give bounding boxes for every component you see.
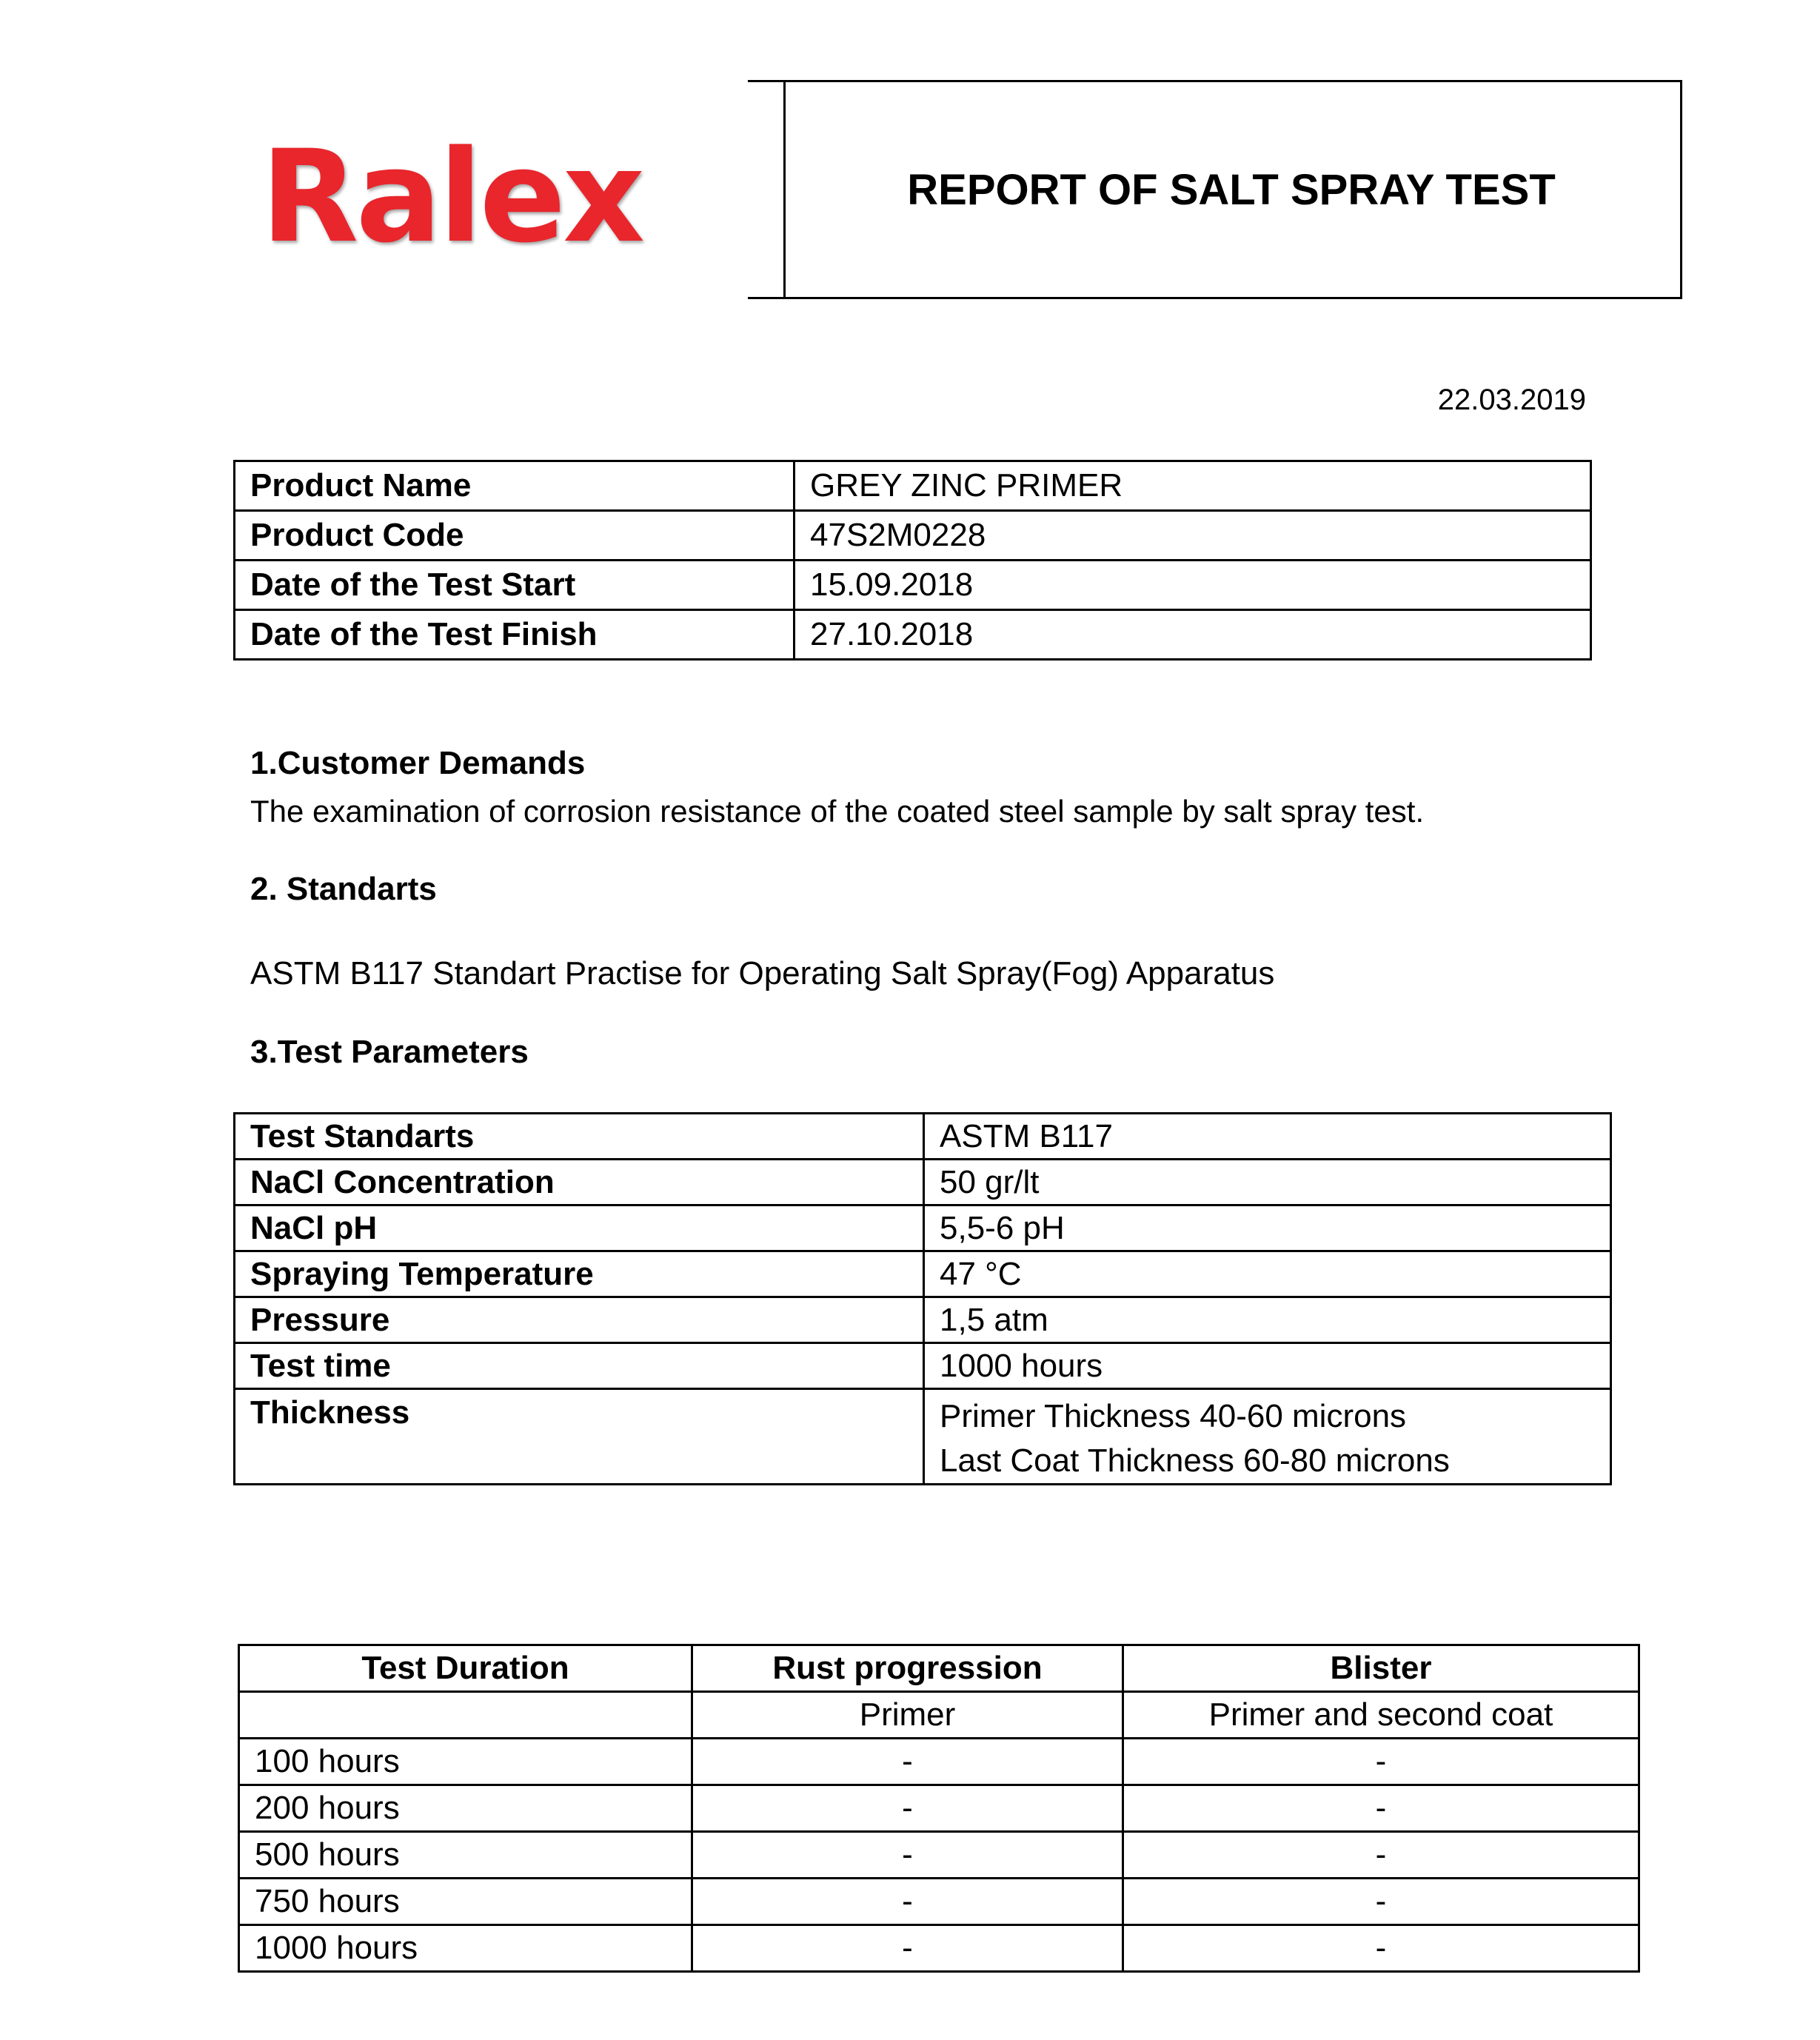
duration-cell: 200 hours [239, 1785, 692, 1832]
param-label: Thickness [235, 1389, 924, 1485]
table-row [235, 511, 1591, 561]
blister-cell: - [1123, 1739, 1639, 1785]
title-box-stub [748, 297, 785, 299]
table-row [235, 1114, 1611, 1160]
table-row [235, 1389, 1611, 1485]
table-row [239, 1879, 1639, 1925]
blister-cell: - [1123, 1832, 1639, 1879]
report-date: 22.03.2019 [1437, 384, 1586, 416]
customer-demands-heading: 1.Customer Demands [250, 745, 586, 781]
blister-cell: - [1123, 1879, 1639, 1925]
param-value: 1,5 atm [924, 1297, 1611, 1343]
table-row [239, 1832, 1639, 1879]
table-header-row [239, 1645, 1639, 1692]
column-header: Rust progression [692, 1645, 1123, 1692]
param-value-multiline [924, 1389, 1611, 1485]
param-value: ASTM B117 [924, 1114, 1611, 1160]
param-value: 1000 hours [924, 1343, 1611, 1389]
table-row [235, 1343, 1611, 1389]
param-label: NaCl Concentration [235, 1160, 924, 1205]
rust-cell: - [692, 1739, 1123, 1785]
duration-cell: 500 hours [239, 1832, 692, 1879]
table-row [235, 1297, 1611, 1343]
rust-cell: - [692, 1879, 1123, 1925]
table-row [235, 461, 1591, 511]
standards-text: ASTM B117 Standart Practise for Operating Salt Spray(Fog) Apparatus [250, 955, 1275, 991]
report-title: REPORT OF SALT SPRAY TEST [907, 165, 1556, 214]
product-code-value: 47S2M0228 [794, 511, 1591, 561]
test-finish-label: Date of the Test Finish [235, 610, 794, 660]
product-info-table [233, 460, 1592, 661]
param-label: Spraying Temperature [235, 1251, 924, 1297]
rust-cell: - [692, 1925, 1123, 1972]
param-label: Test Standarts [235, 1114, 924, 1160]
table-row [239, 1785, 1639, 1832]
test-parameters-table [233, 1112, 1612, 1485]
ralex-logo: Ralex [261, 122, 643, 271]
product-name-label: Product Name [235, 461, 794, 511]
param-label: Test time [235, 1343, 924, 1389]
primer-thickness-value: Primer Thickness 40-60 microns [940, 1398, 1407, 1434]
param-value: 50 gr/lt [924, 1160, 1611, 1205]
table-row [239, 1925, 1639, 1972]
test-start-value: 15.09.2018 [794, 561, 1591, 610]
table-row [235, 610, 1591, 660]
column-header: Test Duration [239, 1645, 692, 1692]
last-coat-thickness-value: Last Coat Thickness 60-80 microns [940, 1442, 1450, 1479]
param-label: Pressure [235, 1297, 924, 1343]
param-value: 5,5-6 pH [924, 1205, 1611, 1251]
product-name-value: GREY ZINC PRIMER [794, 461, 1591, 511]
title-box-stub [748, 80, 785, 82]
blister-cell: - [1123, 1925, 1639, 1972]
blister-cell: - [1123, 1785, 1639, 1832]
table-row [239, 1739, 1639, 1785]
table-row [235, 1251, 1611, 1297]
param-label: NaCl pH [235, 1205, 924, 1251]
rust-cell: - [692, 1832, 1123, 1879]
duration-cell: 100 hours [239, 1739, 692, 1785]
test-finish-value: 27.10.2018 [794, 610, 1591, 660]
table-row [235, 1205, 1611, 1251]
table-subheader-row [239, 1692, 1639, 1739]
duration-cell: 1000 hours [239, 1925, 692, 1972]
rust-cell: - [692, 1785, 1123, 1832]
test-start-label: Date of the Test Start [235, 561, 794, 610]
table-row [235, 1160, 1611, 1205]
column-subheader [239, 1692, 692, 1739]
standards-heading: 2. Standarts [250, 871, 437, 907]
column-subheader: Primer and second coat [1123, 1692, 1639, 1739]
test-parameters-heading: 3.Test Parameters [250, 1034, 529, 1070]
product-code-label: Product Code [235, 511, 794, 561]
column-subheader: Primer [692, 1692, 1123, 1739]
duration-cell: 750 hours [239, 1879, 692, 1925]
results-table [238, 1644, 1640, 1973]
param-value: 47 °C [924, 1251, 1611, 1297]
customer-demands-text: The examination of corrosion resistance of the coated steel sample by salt spray test. [250, 794, 1425, 829]
title-box [783, 80, 1682, 299]
column-header: Blister [1123, 1645, 1639, 1692]
table-row [235, 561, 1591, 610]
